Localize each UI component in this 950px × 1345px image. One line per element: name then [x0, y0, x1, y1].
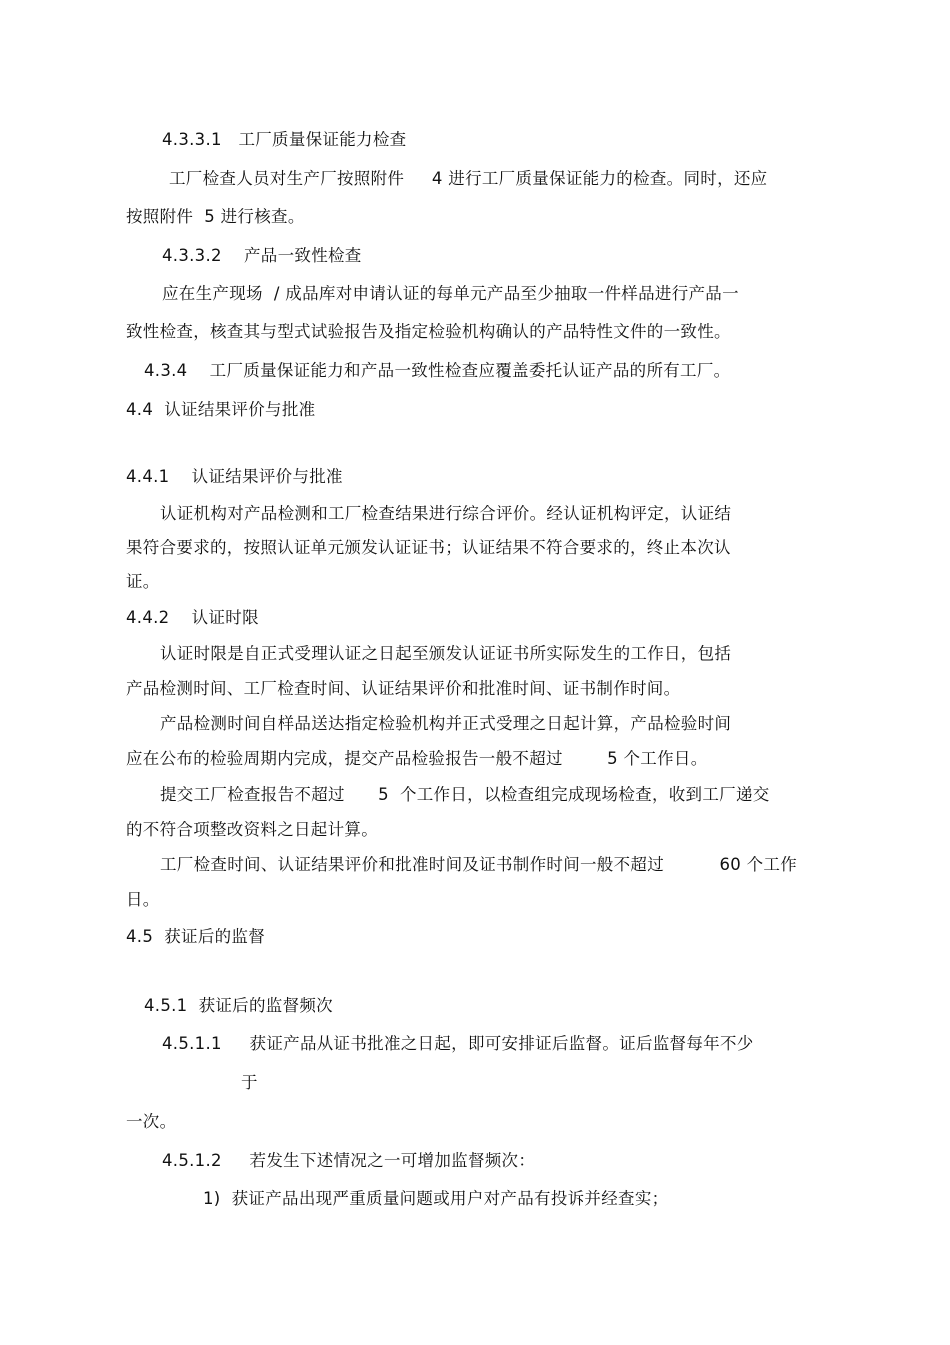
paragraph-line: 于: [241, 1073, 258, 1092]
paragraph-line: 工厂检查时间、认证结果评价和批准时间及证书制作时间一般不超过 60 个工作: [160, 855, 797, 874]
heading-4-5-1: 4.5.1 获证后的监督频次: [144, 996, 333, 1015]
paragraph-line: 产品检测时间自样品送达指定检验机构并正式受理之日起计算，产品检验时间: [160, 714, 732, 733]
heading-4-3-3-1: 4.3.3.1 工厂质量保证能力检查: [162, 130, 407, 149]
heading-4-4-2: 4.4.2 认证时限: [126, 608, 259, 627]
heading-4-4-1: 4.4.1 认证结果评价与批准: [126, 467, 343, 486]
heading-4-5: 4.5 获证后的监督: [126, 927, 266, 946]
paragraph-line: 应在生产现场 / 成品库对申请认证的每单元产品至少抽取一件样品进行产品一: [162, 284, 739, 303]
heading-4-3-4: 4.3.4 工厂质量保证能力和产品一致性检查应覆盖委托认证产品的所有工厂。: [144, 361, 731, 380]
paragraph-line: 应在公布的检验周期内完成，提交产品检验报告一般不超过 5 个工作日。: [126, 749, 708, 768]
paragraph-line: 产品检测时间、工厂检查时间、认证结果评价和批准时间、证书制作时间。: [126, 679, 681, 698]
paragraph-line: 果符合要求的，按照认证单元颁发认证证书；认证结果不符合要求的，终止本次认: [126, 538, 731, 557]
paragraph-line: 认证时限是自正式受理认证之日起至颁发认证证书所实际发生的工作日，包括: [160, 644, 732, 663]
heading-4-5-1-1: 4.5.1.1 获证产品从证书批准之日起，即可安排证后监督。证后监督每年不少: [162, 1034, 754, 1053]
paragraph-line: 工厂检查人员对生产厂按照附件 4 进行工厂质量保证能力的检查。同时，还应: [169, 169, 768, 188]
list-item: 1) 获证产品出现严重质量问题或用户对产品有投诉并经查实；: [203, 1189, 669, 1208]
heading-4-3-3-2: 4.3.3.2 产品一致性检查: [162, 246, 362, 265]
paragraph-line: 提交工厂检查报告不超过 5 个工作日，以检查组完成现场检查，收到工厂递交: [160, 785, 770, 804]
paragraph-line: 的不符合项整改资料之日起计算。: [126, 820, 378, 839]
paragraph-line: 致性检查，核查其与型式试验报告及指定检验机构确认的产品特性文件的一致性。: [126, 322, 731, 341]
heading-4-4: 4.4 认证结果评价与批准: [126, 400, 316, 419]
paragraph-line: 日。: [126, 890, 160, 909]
paragraph-line: 认证机构对产品检测和工厂检查结果进行综合评价。经认证机构评定，认证结: [160, 504, 732, 523]
paragraph-line: 按照附件 5 进行核查。: [126, 207, 305, 226]
heading-4-5-1-2: 4.5.1.2 若发生下述情况之一可增加监督频次：: [162, 1151, 536, 1170]
paragraph-line: 证。: [126, 572, 160, 591]
paragraph-line: 一次。: [126, 1112, 177, 1131]
